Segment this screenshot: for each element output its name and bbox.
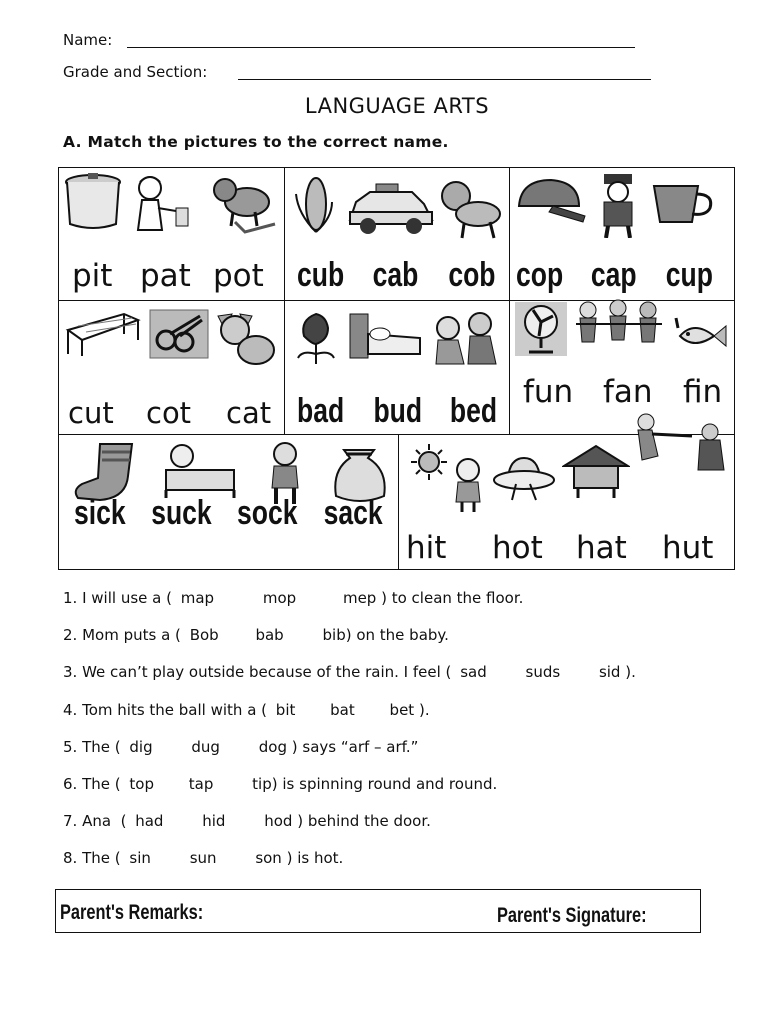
question-7 <box>63 812 431 830</box>
word-bud: bud <box>373 392 423 430</box>
answer-option[interactable]: bet <box>389 701 415 719</box>
man-hitting-icon <box>628 412 730 478</box>
word-cup: cup <box>665 256 713 294</box>
cop-icon <box>590 172 648 238</box>
word-hot: hot <box>492 530 543 566</box>
question-text: The ( <box>82 775 121 793</box>
question-6 <box>63 775 497 793</box>
scissors-cut-icon <box>148 308 210 360</box>
word-pit: pit <box>72 258 113 294</box>
taxi-cab-icon <box>346 182 436 238</box>
answer-option[interactable]: tip) <box>252 775 278 793</box>
question-text: I will use a ( <box>82 589 172 607</box>
word-bed: bed <box>449 392 498 430</box>
answer-option[interactable]: dog <box>258 738 287 756</box>
corn-cob-icon <box>292 174 336 244</box>
cap-icon <box>513 176 589 226</box>
answer-option[interactable]: bab <box>255 626 284 644</box>
word-hut: hut <box>662 530 714 566</box>
answer-option[interactable]: son <box>255 849 282 867</box>
word-pot: pot <box>213 258 264 294</box>
answer-option[interactable]: sad <box>460 663 487 681</box>
answer-option[interactable]: mep <box>342 589 377 607</box>
question-text: ) to clean the floor. <box>381 589 524 607</box>
parent-remarks-label: Parent's Remarks: <box>60 901 204 924</box>
word-fin: fin <box>683 374 723 410</box>
question-text: ). <box>418 701 430 719</box>
answer-option[interactable]: suds <box>525 663 561 681</box>
girl-hot-icon <box>446 456 490 514</box>
bed-icon <box>346 310 424 362</box>
answer-option[interactable]: had <box>135 812 164 830</box>
word-sack: sack <box>323 494 383 532</box>
parent-remarks-box[interactable] <box>55 889 701 933</box>
question-number: 3. <box>63 663 78 681</box>
fish-fin-icon <box>672 316 730 356</box>
word-cap: cap <box>590 256 637 294</box>
question-text: We can’t play outside because of the rain. I feel ( <box>82 663 452 681</box>
word-pat: pat <box>140 258 191 294</box>
grid-divider <box>284 167 285 435</box>
word-suck: suck <box>151 494 212 532</box>
question-number: 5. <box>63 738 78 756</box>
question-text: on the baby. <box>356 626 449 644</box>
bad-kids-icon <box>428 308 504 368</box>
question-text: is spinning round and round. <box>282 775 498 793</box>
question-number: 6. <box>63 775 78 793</box>
cat-icon <box>210 306 278 368</box>
answer-option[interactable]: sun <box>189 849 217 867</box>
word-fan: fan <box>603 374 653 410</box>
word-hit: hit <box>406 530 447 566</box>
grade-section-blank[interactable] <box>238 79 651 80</box>
word-sick: sick <box>74 494 126 532</box>
grade-section-label: Grade and Section: <box>63 63 208 81</box>
question-text: ). <box>625 663 636 681</box>
grid-divider <box>509 167 510 435</box>
flower-bud-icon <box>292 310 340 364</box>
worksheet-title: LANGUAGE ARTS <box>304 94 490 118</box>
question-text: Mom puts a ( <box>82 626 181 644</box>
hat-icon <box>490 452 556 504</box>
question-number: 1. <box>63 589 78 607</box>
lion-cub-icon <box>434 176 504 240</box>
question-text: The ( <box>82 738 121 756</box>
answer-option[interactable]: dug <box>191 738 220 756</box>
word-sock: sock <box>237 494 298 532</box>
question-5 <box>63 738 418 756</box>
answer-option[interactable]: top <box>129 775 154 793</box>
question-text: Ana ( <box>82 812 127 830</box>
kids-fun-icon <box>572 298 664 356</box>
parent-signature-label: Parent's Signature: <box>497 904 647 927</box>
cot-icon <box>64 310 142 358</box>
answer-option[interactable]: hod <box>264 812 293 830</box>
sick-child-icon <box>162 440 238 498</box>
answer-option[interactable]: bib) <box>322 626 352 644</box>
question-number: 4. <box>63 701 78 719</box>
answer-option[interactable]: dig <box>129 738 153 756</box>
answer-option[interactable]: hid <box>202 812 226 830</box>
grid-divider <box>398 434 399 570</box>
question-4 <box>63 701 430 719</box>
word-cut: cut <box>68 396 114 430</box>
answer-option[interactable]: Bob <box>189 626 219 644</box>
word-bad: bad <box>297 392 345 430</box>
cup-icon <box>650 180 716 228</box>
answer-option[interactable]: sin <box>129 849 151 867</box>
question-number: 8. <box>63 849 78 867</box>
question-number: 7. <box>63 812 78 830</box>
fan-icon <box>513 300 569 358</box>
answer-option[interactable]: mop <box>262 589 297 607</box>
answer-option[interactable]: sid <box>598 663 621 681</box>
question-text: The ( <box>82 849 121 867</box>
answer-option[interactable]: bat <box>330 701 355 719</box>
word-cop: cop <box>516 256 564 294</box>
word-cat: cat <box>226 396 272 430</box>
pot-icon <box>63 172 123 232</box>
question-text: Tom hits the ball with a ( <box>82 701 268 719</box>
girl-patting-icon <box>128 172 190 234</box>
word-cot: cot <box>146 396 192 430</box>
dog-icon <box>205 172 277 234</box>
question-1 <box>63 589 523 607</box>
question-text: ) is hot. <box>286 849 344 867</box>
answer-option[interactable]: map <box>180 589 215 607</box>
answer-option[interactable]: tap <box>188 775 214 793</box>
word-fun: fun <box>523 374 574 410</box>
question-text: ) says “arf – arf.” <box>291 738 419 756</box>
hut-icon <box>562 442 630 498</box>
question-2 <box>63 626 449 644</box>
question-8 <box>63 849 343 867</box>
name-blank[interactable] <box>127 47 635 48</box>
question-text: ) behind the door. <box>297 812 431 830</box>
word-cub: cub <box>297 256 345 294</box>
answer-option[interactable]: bit <box>275 701 296 719</box>
instruction-text: A. Match the pictures to the correct name. <box>63 133 449 151</box>
question-3 <box>63 663 636 681</box>
name-label: Name: <box>63 31 113 49</box>
word-hat: hat <box>576 530 627 566</box>
word-cab: cab <box>372 256 419 294</box>
question-number: 2. <box>63 626 78 644</box>
word-cob: cob <box>448 256 496 294</box>
